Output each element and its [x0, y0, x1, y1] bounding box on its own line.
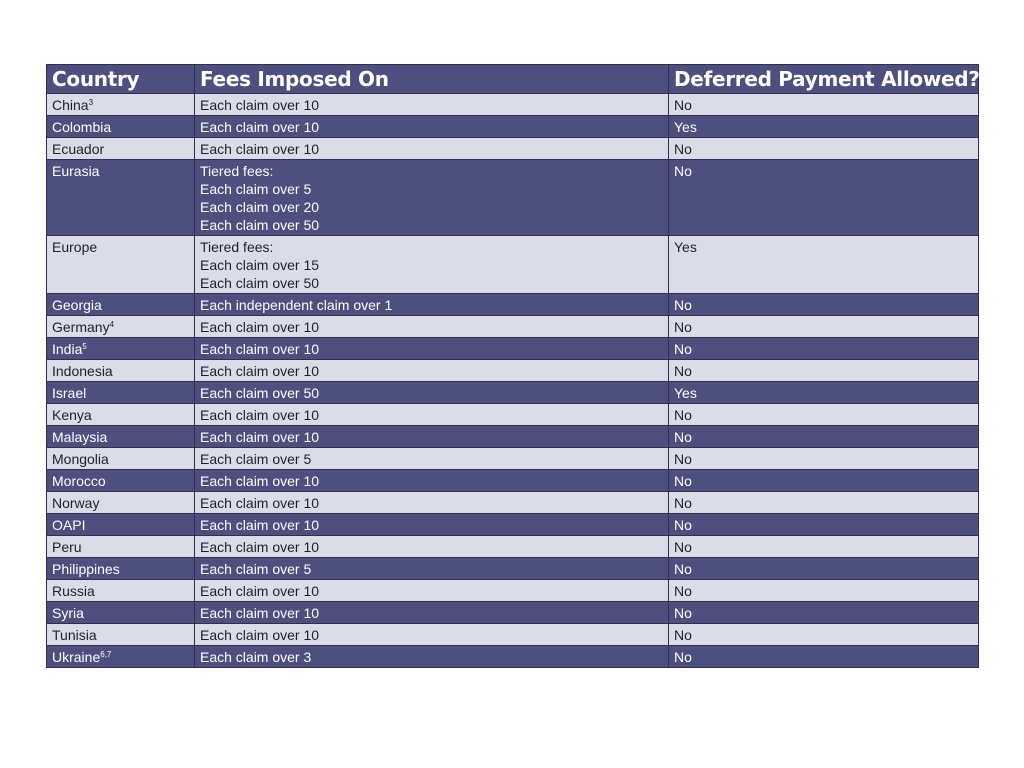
table-row [47, 536, 979, 558]
fees-cell [195, 448, 669, 470]
table-row [47, 404, 979, 426]
fees-cell [195, 138, 669, 160]
fees-cell [195, 536, 669, 558]
deferred-payment-cell: No [669, 646, 979, 668]
fee-line: Each claim over 10 [200, 407, 320, 423]
country-name: Germany [52, 319, 110, 335]
country-name: Israel [52, 385, 87, 401]
fees-cell [195, 602, 669, 624]
fee-line: Each claim over 10 [200, 141, 320, 157]
fees-cell [195, 558, 669, 580]
header-deferred-payment: Deferred Payment Allowed? [669, 65, 979, 94]
country-cell [47, 536, 195, 558]
fee-line: Each claim over 50 [200, 275, 320, 291]
table-row [47, 360, 979, 382]
fees-cell [195, 160, 669, 236]
fee-line: Each claim over 3 [200, 649, 312, 665]
deferred-payment-cell: No [669, 404, 979, 426]
deferred-payment-cell: No [669, 470, 979, 492]
deferred-payment-cell: No [669, 338, 979, 360]
fees-cell [195, 624, 669, 646]
fee-line: Each claim over 5 [200, 181, 312, 197]
table-row [47, 426, 979, 448]
fee-line: Each claim over 10 [200, 517, 320, 533]
fees-cell [195, 646, 669, 668]
fee-line: Each claim over 5 [200, 561, 312, 577]
country-name: Kenya [52, 407, 92, 423]
country-cell [47, 470, 195, 492]
fee-line: Each claim over 20 [200, 199, 320, 215]
country-name: Peru [52, 539, 82, 555]
fee-line: Each claim over 10 [200, 319, 320, 335]
fee-line: Each claim over 10 [200, 539, 320, 555]
table-row [47, 470, 979, 492]
table-row [47, 580, 979, 602]
footnote-marker: 4 [109, 320, 115, 329]
country-name: China [52, 97, 89, 113]
country-cell [47, 558, 195, 580]
deferred-payment-cell: No [669, 426, 979, 448]
header-fees-imposed-on: Fees Imposed On [195, 65, 669, 94]
country-cell [47, 492, 195, 514]
country-cell [47, 160, 195, 236]
fee-line: Each claim over 10 [200, 363, 320, 379]
country-name: Morocco [52, 473, 106, 489]
deferred-payment-cell: No [669, 160, 979, 236]
header-row [47, 65, 979, 94]
table-row [47, 294, 979, 316]
table-row [47, 448, 979, 470]
table-row [47, 160, 979, 236]
country-cell [47, 116, 195, 138]
country-cell [47, 426, 195, 448]
deferred-payment-cell: No [669, 558, 979, 580]
table-row [47, 558, 979, 580]
footnote-marker: 6,7 [100, 650, 112, 659]
header-country: Country [47, 65, 195, 94]
deferred-payment-cell: No [669, 580, 979, 602]
country-name: Europe [52, 239, 98, 255]
fees-cell [195, 94, 669, 116]
fee-line: Each claim over 10 [200, 97, 320, 113]
table-row [47, 236, 979, 294]
fee-line: Tiered fees: [200, 239, 274, 255]
deferred-payment-cell: No [669, 316, 979, 338]
table-row [47, 116, 979, 138]
fee-line: Each claim over 10 [200, 605, 320, 621]
fee-line: Each claim over 10 [200, 627, 320, 643]
fees-cell [195, 360, 669, 382]
fees-cell [195, 470, 669, 492]
fee-line: Each claim over 10 [200, 429, 320, 445]
country-cell [47, 602, 195, 624]
footnote-marker: 3 [88, 98, 94, 107]
deferred-payment-cell: Yes [669, 116, 979, 138]
fees-cell [195, 492, 669, 514]
deferred-payment-cell: No [669, 94, 979, 116]
table-row [47, 316, 979, 338]
table-row [47, 138, 979, 160]
country-name: Georgia [52, 297, 102, 313]
deferred-payment-cell: No [669, 602, 979, 624]
fee-line: Each claim over 10 [200, 583, 320, 599]
fee-line: Each claim over 10 [200, 495, 320, 511]
country-name: India [52, 341, 83, 357]
deferred-payment-cell: Yes [669, 382, 979, 404]
country-name: Norway [52, 495, 100, 511]
country-cell [47, 382, 195, 404]
fees-cell [195, 514, 669, 536]
table-row [47, 382, 979, 404]
country-cell [47, 316, 195, 338]
country-cell [47, 94, 195, 116]
fees-cell [195, 294, 669, 316]
country-cell [47, 580, 195, 602]
deferred-payment-cell: No [669, 360, 979, 382]
table-row [47, 94, 979, 116]
table-row [47, 602, 979, 624]
deferred-payment-cell: No [669, 138, 979, 160]
deferred-payment-cell: Yes [669, 236, 979, 294]
footnote-marker: 5 [82, 342, 87, 351]
table-row [47, 624, 979, 646]
country-name: Ukraine [52, 649, 101, 665]
fee-line: Each claim over 10 [200, 473, 320, 489]
fees-cell [195, 580, 669, 602]
fees-cell [195, 236, 669, 294]
fees-cell [195, 316, 669, 338]
country-name: Ecuador [52, 141, 105, 157]
country-cell [47, 646, 195, 668]
country-cell [47, 360, 195, 382]
country-name: Tunisia [52, 627, 97, 643]
table-header [47, 65, 979, 94]
country-name: Indonesia [52, 363, 113, 379]
country-name: Syria [52, 605, 84, 621]
country-name: Philippines [52, 561, 120, 577]
country-name: Mongolia [52, 451, 109, 467]
fee-line: Each claim over 10 [200, 341, 320, 357]
country-name: Eurasia [52, 163, 100, 179]
country-cell [47, 294, 195, 316]
table-row [47, 514, 979, 536]
country-name: Colombia [52, 119, 112, 135]
deferred-payment-cell: No [669, 492, 979, 514]
country-cell [47, 236, 195, 294]
fee-line: Each claim over 5 [200, 451, 312, 467]
country-name: Russia [52, 583, 95, 599]
country-cell [47, 404, 195, 426]
table-row [47, 338, 979, 360]
country-name: OAPI [52, 517, 86, 533]
deferred-payment-cell: No [669, 448, 979, 470]
fees-cell [195, 382, 669, 404]
country-cell [47, 338, 195, 360]
fee-line: Tiered fees: [200, 163, 274, 179]
deferred-payment-cell: No [669, 536, 979, 558]
deferred-payment-cell: No [669, 624, 979, 646]
deferred-payment-cell: No [669, 514, 979, 536]
fee-line: Each claim over 15 [200, 257, 320, 273]
fees-cell [195, 404, 669, 426]
table-body [47, 94, 979, 668]
country-cell [47, 514, 195, 536]
country-cell [47, 624, 195, 646]
fees-cell [195, 338, 669, 360]
claims-fee-table [46, 64, 979, 668]
country-name: Malaysia [52, 429, 108, 445]
fees-cell [195, 116, 669, 138]
fee-line: Each claim over 50 [200, 217, 320, 233]
table-row [47, 492, 979, 514]
fee-line: Each independent claim over 1 [200, 297, 393, 313]
fee-line: Each claim over 50 [200, 385, 320, 401]
deferred-payment-cell: No [669, 294, 979, 316]
table-row [47, 646, 979, 668]
country-cell [47, 138, 195, 160]
fee-line: Each claim over 10 [200, 119, 320, 135]
fees-cell [195, 426, 669, 448]
country-cell [47, 448, 195, 470]
